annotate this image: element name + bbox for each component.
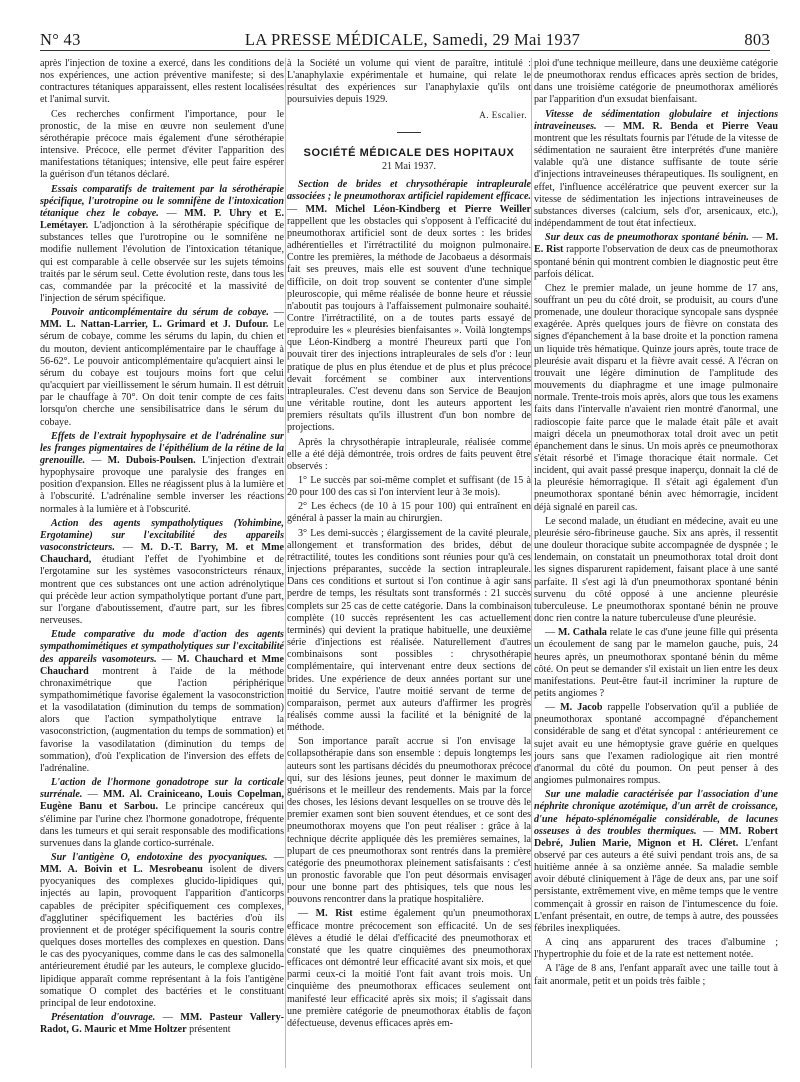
article-paragraph: — M. Jacob rappelle l'observation qu'il a publiée de pneumothorax spontané accompagné d'épanchement considérable de sang et d'état syncopal : antérieurement ce sujet avait eu une hémoptysie grave guérie en quelques jours sans que l'examen radiologique ait rien montré d'anormal du côté du poumon. On peut penser à des angiomes pulmonaires rompus.	[534, 702, 779, 787]
article-heading: Sur l'antigène O, endotoxine des pyocyaniques.	[51, 852, 268, 863]
separator	[287, 127, 531, 139]
article-paragraph	[534, 283, 778, 514]
article-authors: M. E. Rist	[534, 232, 778, 256]
article-text: L'adjonction à la sérothérapie spécifique de substances telles que l'urotropine ou le somnifène ne modifie nullement l'évolution de l'intoxication tétanique, qui est comparable à celle observée sur les sujets témoins traités par le sérum seul. Cette évolution reste, dans tous les cas, commandée par la précocité et la massivité de l'injection de sérum spécifique.	[40, 220, 284, 304]
section-rubric: SOCIÉTÉ MÉDICALE DES HOPITAUX	[303, 146, 515, 159]
article-text: Après la chrysothérapie intrapleurale, réalisée comme elle a été déjà démontrée, trois ordres de faits peuvent être observés :	[287, 436, 531, 472]
article-text: isolent de divers pyocyaniques des complexes glucido-lipidiques qui, injectés au lapin, provoquent l'apparition d'anticorps capables de précipiter spécifiquement ces complexes, d'agglutiner spécifiquement les bactéries d'où ils proviennent et de protéger spécifiquement la souris contre quelques doses mortelles des complexes en question. Dans le cas des pyocyaniques, comme dans le cas des salmonella antérieurement étudié par les auteurs, le complexe glucido-lipidique apparaît comme représentant à la fois l'antigène somatique O complet des bactéries et le constituant principal de leur endotoxine.	[40, 864, 284, 1009]
article-text: A cinq ans apparurent des traces d'albumine ; l'hypertrophie du foie et de la rate est nettement notée.	[534, 937, 778, 961]
article-text: ploi d'une technique meilleure, dans une deuxième catégorie de pneumothorax rendus efficaces après section de brides, dans une troisième catégorie de pneumothorax améliorés par l'apparition d'un exsudat bienfaisant.	[534, 58, 778, 106]
article-authors: MM. R. Benda et Pierre Veau	[622, 120, 778, 132]
article-paragraph: Vitesse de sédimentation globulaire et injections intraveineuses. — MM. R. Benda et Pierre Veau montrent que les résultats fournis par l'étude de la vitesse de sédimentation ne sauraient être interprétés d'une manière valable qu'à une distance suffisante de toute série d'injections intraveineuses thérapeutiques. Ils soulignent, en effet, l'influence accélératrice que peuvent exercer sur la vitesse de sédimentation les injections intraveineuses de substances diverses (calcium, sels d'or, arsenicaux, etc.), indépendamment de tout état infectieux.	[534, 108, 778, 230]
article-paragraph	[287, 475, 531, 499]
article-heading: Section de brides et chrysothérapie intrapleurale associées ; le pneumothorax artificiel rapidement efficace.	[287, 179, 531, 203]
issue-number: N° 43	[40, 30, 81, 49]
article-paragraph: Effets de l'extrait hypophysaire et de l'adrénaline sur les franges pigmentaires de l'épithélium de la rétine de la grenouille. — M. Dubois-Poulsen. L'injection d'extrait hypophysaire provoque une paralysie des franges en position d'expansion. Elles ne réagissent plus à la lumière et à l'obscurité. L'adrénaline semble inverser les réactions normales à la lumière et à l'obscurité.	[40, 430, 284, 515]
article-text: montrent que les résultats fournis par l'étude de la vitesse de sédimentation ne sauraient être interprétés d'une manière valable qu'à une distance suffisante de toute série d'injections intraveineuses thérapeutiques. Ils soulignent, en effet, l'influence accélératrice que peuvent exercer sur la vitesse de sédimentation les injections intraveineuses de substances diverses (calcium, sels d'or, arsenicaux, etc.), indépendamment de tout état infectieux.	[534, 132, 778, 230]
article-authors: MM. P. Uhry et E. Lemétayer.	[40, 207, 284, 232]
header-rule	[40, 50, 770, 51]
article-authors: M. Rist	[315, 908, 353, 920]
article-paragraph: Sur une maladie caractérisée par l'association d'une néphrite chronique azotémique, d'un arrêt de croissance, d'une hépato-splénomégalie considérable, de lacunes osseuses à des troubles thermiques. — MM. Robert Debré, Julien Marie, Mignon et H. Cléret. L'enfant observé par ces auteurs a été suivi pendant trois ans, de sa huitième année à sa onzième année. Sa maladie semble avoir débuté cliniquement à l'âge de deux ans, par une soif persistante, extrêmement vive, en même temps que le ventre commençait à grossir en raison de l'intumescence du foie. L'enfant présentait, en outre, de temps à autre, des poussées fébriles inexpliquées.	[534, 789, 779, 934]
article-text: rapporte l'observation de deux cas de pneumothorax spontané bénin qui montrent combien le diagnostic peut être parfois délicat.	[534, 244, 778, 280]
article-text: Son importance paraît accrue si l'on envisage la collapsothérapie dans son ensemble : depuis longtemps les auteurs sont les partisans décidés du pneumothorax précoce qui, sur des lésions jeunes, peut donner le maximum de guérisons et le meilleur des rendements. Mais par la force des choses, les lésions devant lesquelles on se trouve dès le premier examen sont bien souvent étendues, et ce sont des pneumothorax moyens que l'on peut réaliser : grâce à la technique décrite appliquée dès les premières semaines, la plupart de ces pneumothorax sont rentrés dans la première catégorie des pneumothorax pleinement satisfaisants : c'est un pronostic favorable que l'on peut désormais envisager pour une bonne part des phtisiques, tels que nous les pouvons rencontrer dans la pratique hospitalière.	[287, 736, 531, 906]
article-heading: Effets de l'extrait hypophysaire et de l'adrénaline sur les franges pigmentaires de l'épithélium de la rétine de la grenouille.	[40, 430, 284, 466]
article-text: rappelle l'observation qu'il a publiée de pneumothorax spontané accompagné d'épanchement considérable de sang et d'état syncopal : antérieurement ce sujet avait eu une hémoptysie grave guérie en quelques jours sans que l'examen radiologique ait rien montré d'anormal du côté du poumon. On peut penser à des angiomes pulmonaires rompus.	[534, 702, 779, 787]
column-3	[534, 58, 778, 990]
article-authors: MM. Michel Léon-Kindberg et Pierre Weiller	[305, 203, 531, 215]
article-authors: M. D.-T. Barry, M. et Mme Chauchard,	[40, 542, 284, 566]
article-paragraph	[534, 963, 778, 987]
article-paragraph: Etude comparative du mode d'action des agents sympathomimétiques et sympatholytiques sur l'excitabilité des appareils vasomoteurs. — M. Chauchard et Mme Chauchard montrent à l'aide de la méthode chronaximétrique que l'action périphérique sympathomimétique favorise également la vasoconstriction et la vasodilatation (diminution du temps de sommation) alors que l'action sympatholytique entrave la vasoconstriction, (augmentation du temps de sommation) et favorise la vasodilatation (diminution du temps de sommation), d'où l'explication de l'inversion des effets de l'adrénaline.	[40, 629, 284, 774]
article-text: Le second malade, un étudiant en médecine, avait eu une pleurésie séro-fibrineuse gauche. Six ans après, il ressentit une douleur thoracique subite accompagnée de dyspnée ; le lendemain, on constatait un pneumothorax total droit dont les signes disparurent rapidement, faisant place à une santé parfaite. Il s'est agi là d'un pneumothorax spontané bénin survenu du côté opposé à une ancienne pleurésie tuberculeuse. Le pneumothorax spontané bénin ne prouve donc rien contre la nature tuberculeuse d'une pleurésie.	[534, 515, 778, 625]
article-paragraph	[287, 528, 531, 735]
article-paragraph: Section de brides et chrysothérapie intrapleurale associées ; le pneumothorax artificiel rapidement efficace. — MM. Michel Léon-Kindberg et Pierre Weiller rappellent que les obstacles qui s'opposent à l'efficacité du pneumothorax artificiel sont de deux sortes : les brides adhérentielles et l'irrétractilité du moignon pulmonaire. Contre les premières, la méthode de Jacobaeus a désormais fait ses preuves, mais elle est souvent d'une technique difficile, on doit trop souvent se contenter d'une simple pleuroscopie, qui même réalisée de bonne heure et réussie n'aboutit pas toujours à l'affaissement pulmonaire souhaité. Contre l'irrétractilité, on a de toutes parts essayé de reproduire les « pleurésies bienfaisantes ». Voilà longtemps que Léon-Kindberg a montré l'heureux parti que l'on pouvait tirer des injections intrapleurales de sels d'or : leur pratique de plus en plus étendue et de plus et plus précoce devait forcément se combiner aux interventions intrapleurales. C'est devenu dans son Service de Beaujon une véritable routine, dont les auteurs apportent les premiers résultats qu'ils illustrent d'un bon nombre de projections.	[287, 179, 531, 434]
column-1	[40, 58, 284, 1038]
column-divider	[285, 58, 286, 1068]
article-heading: Vitesse de sédimentation globulaire et injections intraveineuses.	[534, 108, 778, 132]
article-paragraph	[40, 58, 284, 107]
article-text: Ces recherches confirment l'importance, pour le pronostic, de la mise en œuvre non seulement d'une sérothérapie précoce mais également d'une sérothérapie intensive. Précoce, elle permet d'éviter l'apparition des manifestations tétaniques; intensive, elle peut faire espérer la guérison d'un tétanos déclaré.	[40, 108, 284, 181]
article-heading: Action des agents sympatholytiques (Yohimbine, Ergotamine) sur l'excitabilité des appareils vasoconstricteurs.	[40, 517, 284, 554]
session-date: 21 Mai 1937.	[381, 161, 437, 173]
article-authors: MM. L. Nattan-Larrier, L. Grimard et J. Dufour.	[40, 319, 269, 331]
article-paragraph: — M. Cathala relate le cas d'une jeune fille qui présenta un écoulement de sang par le mamelon gauche, puis, 24 heures après, un pneumothorax spontané bénin du même côté. On peut se demander s'il existait un lien entre les deux manifestations. Peut-être faut-il incriminer la rupture de petits angiomes ?	[534, 627, 778, 699]
article-authors: M. Chauchard et Mme Chauchard	[40, 653, 284, 677]
article-paragraph	[287, 437, 531, 473]
article-text: Le principe cancéreux qui s'élimine par l'urine chez l'hormone gonadotrope, fréquente dans les tumeurs et qui serait responsable des modifications survenues dans la glande cortico-surrénale.	[40, 801, 284, 849]
article-text: après l'injection de toxine a exercé, dans les conditions de nos expériences, une action préventive manifeste; si des contractures tétaniques apparaissent, elles restent localisées et l'animal survit.	[40, 58, 284, 106]
article-paragraph	[287, 501, 531, 525]
page-number: 803	[744, 30, 770, 49]
article-paragraph: Sur deux cas de pneumothorax spontané bénin. — M. E. Rist rapporte l'observation de deux cas de pneumothorax spontané bénin qui montrent combien le diagnostic peut être parfois délicat.	[534, 232, 778, 280]
article-text: rappellent que les obstacles qui s'opposent à l'efficacité du pneumothorax artificiel sont de deux sortes : les brides adhérentielles et l'irrétractilité du moignon pulmonaire. Contre les premières, la méthode de Jacobaeus a désormais fait ses preuves, mais elle est souvent d'une technique difficile, on doit trop souvent se contenter d'une simple pleuroscopie, qui même réalisée de bonne heure et réussie n'aboutit pas toujours à l'affaissement pulmonaire souhaité. Contre l'irrétractilité, on a de toutes parts essayé de reproduire les « pleurésies bienfaisantes ». Voilà longtemps que Léon-Kindberg a montré l'heureux parti que l'on pouvait tirer des injections intrapleurales de sels d'or : leur pratique de plus en plus étendue et de plus et plus précoce devait forcément se combiner aux interventions intrapleurales. C'est devenu dans son Service de Beaujon une véritable routine, dont les auteurs apportent les premiers résultats qu'ils illustrent d'un bon nombre de projections.	[287, 215, 531, 434]
article-authors: MM. Pasteur Vallery-Radot, G. Mauric et Mme Holtzer	[40, 1012, 284, 1036]
article-paragraph: — M. Rist estime également qu'un pneumothorax efficace montre précocement son efficacité. Un de ses élèves a étudié le délai d'efficacité des pneumothorax et constaté que les quatre cinquièmes des pneumothorax efficaces ont démontré leur efficacité avant six mois, et que parmi ceux-ci la moitié l'ont fait avant trois mois. Un cinquième des pneumothorax efficaces seulement ont manifesté leur efficacité après six mois; il s'agissait dans une première catégorie de pneumothorax établis de façon défectueuse, devenus efficaces après em-	[287, 908, 531, 1029]
article-authors: M. Cathala	[557, 627, 607, 639]
article-text: montrent à l'aide de la méthode chronaximétrique que l'action périphérique sympathomimétique favorise également la vasoconstriction et la vasodilatation (diminution du temps de sommation) alors que l'action sympatholytique entrave la vasoconstriction, (augmentation du temps de sommation) et favorise la vasodilatation (diminution du temps de sommation), d'où l'explication de l'inversion des effets de l'adrénaline.	[40, 665, 284, 774]
article-paragraph: Action des agents sympatholytiques (Yohimbine, Ergotamine) sur l'excitabilité des appareils vasoconstricteurs. — M. D.-T. Barry, M. et Mme Chauchard, étudiant l'effet de l'yohimbine et de l'ergotamine sur les systèmes vasoconstricteurs rénaux, montrent que ces substances ont une action adrénolytique qui précède leur action sympatholytique portant d'une part, sur l'organe d'aboutissement, d'autre part, sur les fibres nerveuses.	[40, 517, 284, 627]
article-paragraph: Sur l'antigène O, endotoxine des pyocyaniques. — MM. A. Boivin et L. Mesrobeanu isolent de divers pyocyaniques des complexes glucido-lipidiques qui, injectés au lapin, provoquent l'apparition d'anticorps capables de précipiter spécifiquement ces complexes, d'agglutiner spécifiquement les bactéries d'où ils proviennent et de protéger spécifiquement la souris contre quelques doses mortelles des complexes en question. Dans le cas des pyocyaniques, comme dans le cas des salmonella antérieurement étudié par les auteurs, le complexe glucido-lipidique apparaît comme représentant à la fois l'antigène somatique O complet des bactéries et le constituant principal de leur endotoxine.	[40, 852, 284, 1009]
article-paragraph	[534, 516, 778, 625]
article-paragraph	[40, 109, 284, 182]
article-text: A l'âge de 8 ans, l'enfant apparaît avec une taille tout à fait anormale, petit et un poids très faible ;	[534, 963, 778, 987]
article-text: 3° Les demi-succès ; élargissement de la cavité pleurale, allongement et transformation des brides, début de rétractilité, toutes les conditions sont réunies pour qu'à ces injections préparantes, succède la section intrapleurale. Dans ces conditions et surtout si l'on continue à agir sans perdre de temps, les résultats sont transformés : 21 succès complets sur 25 cas de cette catégorie. Dans la combinaison complète (10 succès représentent les cas actuellement terminés) qui devient la pratique habituelle, une deuxième série d'injections est réalisée. Naturellement d'autres combinaisons sont possibles : chrysothérapie complémentaire, qui intervenant entre deux sections de brides. Une expérience de deux années portant sur une moitié du Service, l'autre moitié servant de terme de comparaison, permet aux auteurs d'affirmer les progrès réalisés comme aussi la facilité et la bénignité de la méthode.	[287, 527, 531, 734]
article-authors: MM. A. Boivin et L. Mesrobeanu	[40, 864, 203, 876]
article-paragraph: L'action de l'hormone gonadotrope sur la corticale surrénale. — MM. Al. Crainiceano, Louis Copelman, Eugène Banu et Sarbou. Le principe cancéreux qui s'élimine par l'urine chez l'hormone gonadotrope, fréquente dans les tumeurs et qui serait responsable des modifications survenues dans la glande cortico-surrénale.	[40, 777, 285, 849]
article-text: estime également qu'un pneumothorax efficace montre précocement son efficacité. Un de ses élèves a étudié le délai d'efficacité des pneumothorax et constaté que les quatre cinquièmes des pneumothorax efficaces ont démontré leur efficacité avant six mois, et que parmi ceux-ci la moitié l'ont fait avant trois mois. Un cinquième des pneumothorax efficaces seulement ont manifesté leur efficacité après six mois; il s'agissait dans une première catégorie de pneumothorax établis de façon défectueuse, devenus efficaces après em-	[287, 908, 531, 1029]
article-text: 1° Le succès par soi-même complet et suffisant (de 15 à 20 pour 100 des cas si l'on intervient leur à 3e mois).	[287, 475, 531, 499]
article-text: L'injection d'extrait hypophysaire provoque une paralysie des franges en position d'expansion. Elles ne réagissent plus à la lumière et à l'obscurité. L'adrénaline semble inverser les réactions normales à la lumière et à l'obscurité.	[40, 455, 284, 515]
article-heading: Pouvoir anticomplémentaire du sérum de cobaye.	[51, 307, 269, 319]
article-text: présentent	[189, 1024, 231, 1036]
article-paragraph: Présentation d'ouvrage. — MM. Pasteur Vallery-Radot, G. Mauric et Mme Holtzer présentent	[40, 1012, 284, 1036]
article-paragraph: Essais comparatifs de traitement par la sérothérapie spécifique, l'urotropine ou le somnifène de l'intoxication tétanique chez le cobaye. — MM. P. Uhry et E. Lemétayer. L'adjonction à la sérothérapie spécifique de substances telles que l'urotropine ou le somnifène ne modifie nullement l'évolution de l'intoxication tétanique, qui est comparable à celle observée sur les sujets témoins traités par le sérum seul. Cette évolution reste, dans tous les cas, commandée par la précocité et la massivité de l'injection de sérum spécifique.	[40, 183, 284, 304]
signature: A. Escalier.	[479, 109, 527, 120]
article-text: L'enfant observé par ces auteurs a été suivi pendant trois ans, de sa huitième année à sa onzième année. Sa maladie semble avoir débuté cliniquement à l'âge de deux ans, par une soif persistante, extrêmement vive, en même temps que le ventre commençait à grossir en raison de l'intumescence du foie. L'enfant présentait, en outre, de temps à autre, des poussées fébriles inexpliquées.	[534, 837, 778, 934]
article-text: étudiant l'effet de l'yohimbine et de l'ergotamine sur les systèmes vasoconstricteurs rénaux, montrent que ces substances ont une action adrénolytique qui précède leur action sympatholytique portant d'une part, sur l'organe d'aboutissement, d'autre part, sur les fibres nerveuses.	[40, 554, 284, 627]
article-authors: M. Dubois-Poulsen.	[107, 455, 196, 466]
article-paragraph	[534, 937, 778, 961]
article-heading: Essais comparatifs de traitement par la sérothérapie spécifique, l'urotropine ou le somnifène de l'intoxication tétanique chez le cobaye.	[40, 183, 284, 219]
article-paragraph	[287, 736, 531, 906]
column-divider	[531, 58, 532, 1068]
article-paragraph	[534, 58, 778, 107]
article-text: 2° Les échecs (de 10 à 15 pour 100) qui entraînent en général à passer la main au chirurgien.	[287, 501, 531, 525]
article-paragraph: Pouvoir anticomplémentaire du sérum de cobaye. — MM. L. Nattan-Larrier, L. Grimard et J. Dufour. Le sérum de cobaye, comme les sérums du lapin, du chien et du mouton, devient anticomplémentaire par le chauffage à 56-62°. Le pouvoir anticomplémentaire qu'acquiert ainsi le sérum du cobaye est toujours moins fort que celui qu'acquiert par vieillissement le sérum humain. Il est détruit par le chauffage à 70°. On doit tenir compte de ces faits lorsqu'on cherche une sensibilisatrice dans le sérum du cobaye.	[40, 307, 284, 428]
column-2	[287, 58, 531, 1032]
column-2-intro: à la Société un volume qui vient de paraître, intitulé : L'anaphylaxie expérimentale et humaine, qui relate le résultat des expériences sur l'anaphylaxie qu'ils ont poursuivies depuis 1929.	[287, 58, 531, 106]
article-heading: Etude comparative du mode d'action des agents sympathomimétiques et sympatholytiques sur l'excitabilité des appareils vasomoteurs.	[40, 629, 284, 665]
article-text: relate le cas d'une jeune fille qui présenta un écoulement de sang par le mamelon gauche, puis, 24 heures après, un pneumothorax spontané bénin du même côté. On peut se demander s'il existait un lien entre les deux manifestations. Peut-être faut-il incriminer la rupture de petits angiomes ?	[534, 627, 778, 699]
article-authors: MM. Al. Crainiceano, Louis Copelman, Eugène Banu et Sarbou.	[40, 789, 285, 813]
article-heading: Présentation d'ouvrage.	[51, 1012, 156, 1024]
article-heading: L'action de l'hormone gonadotrope sur la corticale surrénale.	[40, 777, 284, 801]
article-text: Le sérum de cobaye, comme les sérums du lapin, du chien et du mouton, devient anticomplémentaire par le chauffage à 56-62°. Le pouvoir anticomplémentaire qu'acquiert ainsi le sérum du cobaye est toujours moins fort que celui qu'acquiert par vieillissement le sérum humain. Il est détruit par le chauffage à 70°. On doit tenir compte de ces faits lorsqu'on cherche une sensibilisatrice dans le sérum du cobaye.	[40, 319, 284, 428]
journal-title: LA PRESSE MÉDICALE, Samedi, 29 Mai 1937	[244, 30, 581, 49]
article-heading: Sur deux cas de pneumothorax spontané bénin.	[545, 232, 749, 244]
article-text: Chez le premier malade, un jeune homme de 17 ans, souffrant un peu du côté droit, se produisit, au cours d'une promenade, une douleur thoracique syncopale sans dyspnée exagérée. Après quelques jours de fièvre on constata des signes d'épanchement à la base droite et la ponction ramena un liquide très hématique. Quinze jours après, toute trace de pleurésie avait disparu et la fièvre avait cessé. A l'écran on trouvait une légère diminution de l'amplitude des mouvements du diaphragme et une image pulmonaire normale. Trente-trois mois après, alors que tous les examens faits dans l'intervalle n'avaient rien montré d'anormal, une radioscopie faite parce que le malade était pâle et avait maigri décela un pneumothorax total droit avec un petit épanchement dans le sinus. Un mois après ce pneumothorax s'était résorbé et l'image thoracique était normale. Cet incident, qui avait passé presque inaperçu, donnait la clé de la pleurésie hémorragique. Il s'était agi également d'un pneumothorax spontané bénin avec hémorragie, incident déjà signalé en pareil cas.	[534, 282, 778, 513]
article-authors: M. Jacob	[560, 702, 603, 714]
article-heading: Sur une maladie caractérisée par l'association d'une néphrite chronique azotémique, d'un arrêt de croissance, d'une hépato-splénomégalie considérable, de lacunes osseuses à des troubles thermiques.	[534, 789, 778, 837]
article-authors: MM. Robert Debré, Julien Marie, Mignon et H. Cléret.	[534, 825, 779, 849]
